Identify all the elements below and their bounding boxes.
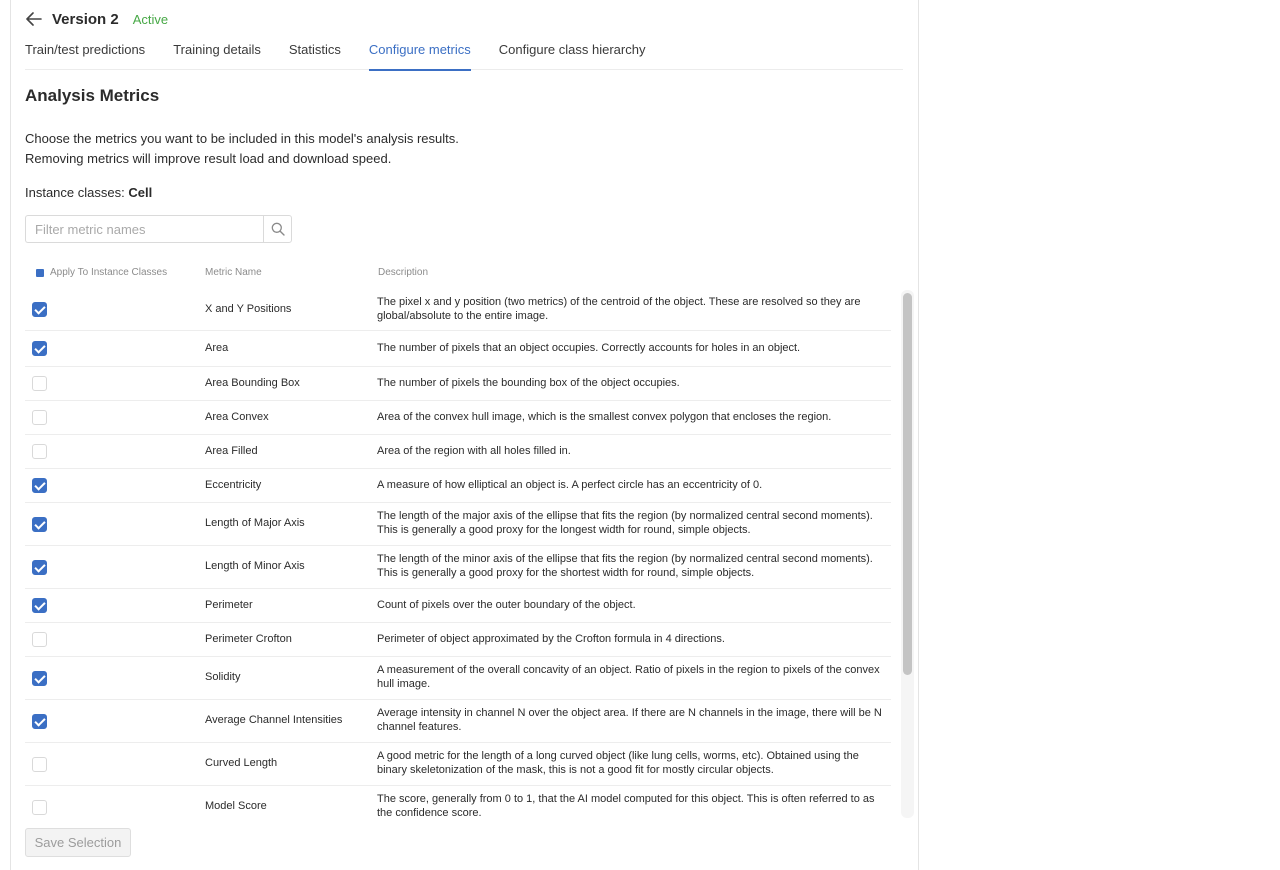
select-all-checkbox[interactable] (36, 269, 44, 277)
row-checkbox-cell (25, 657, 205, 699)
metric-name: X and Y Positions (205, 303, 292, 315)
tab-bar (25, 40, 903, 70)
back-button[interactable] (25, 10, 43, 28)
metric-description: A measurement of the overall concavity of an object. Ratio of pixels in the region to pixels of the convex hull image. (377, 664, 880, 690)
tab-configure-class-hierarchy[interactable]: Configure class hierarchy (498, 42, 646, 57)
table-row (25, 623, 891, 657)
tab-train-test-predictions[interactable]: Train/test predictions (25, 42, 146, 57)
metric-description: The pixel x and y position (two metrics) of the centroid of the object. These are resolved so they are global/absolute to the entire image. (377, 296, 861, 322)
row-checkbox-cell (25, 546, 205, 588)
header-apply: Apply To Instance Classes (50, 267, 168, 278)
metric-description: Perimeter of object approximated by the Crofton formula in 4 directions. (377, 633, 725, 645)
metric-description: Count of pixels over the outer boundary of the object. (377, 599, 636, 611)
table-row (25, 503, 891, 546)
intro-text (25, 129, 459, 169)
table-row (25, 289, 891, 331)
table-row (25, 435, 891, 469)
metric-description: A measure of how elliptical an object is. A perfect circle has an eccentricity of 0. (377, 479, 763, 491)
row-checkbox-cell (25, 289, 205, 330)
row-checkbox-cell (25, 589, 205, 622)
page-header (25, 8, 168, 30)
table-row (25, 700, 891, 743)
metric-description: A good metric for the length of a long curved object (like lung cells, worms, etc). Obtained using the binary skeletonization of the mask, this is not a good fit for mostly circular objects. (377, 750, 859, 776)
scrollbar-thumb[interactable] (903, 293, 912, 675)
row-checkbox[interactable] (32, 302, 47, 317)
row-checkbox[interactable] (32, 341, 47, 356)
metric-description: Average intensity in channel N over the object area. If there are N channels in the image, there will be N channel features. (377, 707, 882, 733)
row-checkbox[interactable] (32, 517, 47, 532)
metric-description: The length of the minor axis of the ellipse that fits the region (by normalized central second moments). This is generally a good proxy for the shortest width for round, simple objects. (377, 553, 873, 579)
table-header (25, 262, 891, 286)
metric-description: Area of the region with all holes filled in. (377, 445, 571, 457)
row-checkbox-cell (25, 503, 205, 545)
row-checkbox[interactable] (32, 598, 47, 613)
metric-name: Average Channel Intensities (205, 714, 343, 726)
header-metric-name: Metric Name (205, 267, 262, 278)
intro-line-1: Choose the metrics you want to be included in this model's analysis results. (25, 131, 459, 146)
instance-classes-value: Cell (128, 185, 153, 200)
table-row (25, 367, 891, 401)
main-panel (10, 0, 919, 870)
metric-name: Area Filled (205, 445, 258, 457)
section-title: Analysis Metrics (25, 86, 160, 105)
row-checkbox-cell (25, 786, 205, 818)
metric-name: Eccentricity (205, 479, 262, 491)
table-row (25, 546, 891, 589)
table-scrollbar[interactable] (901, 290, 914, 818)
metric-name: Perimeter (205, 599, 253, 611)
version-title: Version 2 (52, 10, 119, 28)
row-checkbox[interactable] (32, 560, 47, 575)
row-checkbox-cell (25, 367, 205, 400)
table-row (25, 589, 891, 623)
row-checkbox[interactable] (32, 478, 47, 493)
metric-name: Length of Minor Axis (205, 560, 305, 572)
row-checkbox-cell (25, 435, 205, 468)
row-checkbox-cell (25, 623, 205, 656)
metric-name: Curved Length (205, 757, 278, 769)
row-checkbox[interactable] (32, 376, 47, 391)
table-row (25, 469, 891, 503)
metric-name: Area Bounding Box (205, 377, 300, 389)
intro-line-2: Removing metrics will improve result load and download speed. (25, 151, 392, 166)
row-checkbox-cell (25, 331, 205, 366)
metric-name: Area (205, 342, 229, 354)
instance-classes-label: Instance classes: (25, 185, 125, 200)
metric-name: Length of Major Axis (205, 517, 305, 529)
metric-description: Area of the convex hull image, which is the smallest convex polygon that encloses the region. (377, 411, 832, 423)
filter-metric-input[interactable] (25, 215, 263, 243)
row-checkbox[interactable] (32, 757, 47, 772)
row-checkbox-cell (25, 743, 205, 785)
row-checkbox[interactable] (32, 444, 47, 459)
table-row (25, 743, 891, 786)
tab-configure-metrics[interactable]: Configure metrics (369, 40, 471, 70)
row-checkbox-cell (25, 469, 205, 502)
metric-name: Model Score (205, 800, 267, 812)
header-description: Description (378, 267, 429, 278)
status-badge: Active (132, 11, 169, 27)
metric-name: Area Convex (205, 411, 269, 423)
table-row (25, 401, 891, 435)
metric-description: The number of pixels that an object occupies. Correctly accounts for holes in an object. (377, 342, 801, 354)
metric-description: The score, generally from 0 to 1, that the AI model computed for this object. This is often referred to as the confidence score. (377, 793, 875, 818)
search-button[interactable] (263, 215, 292, 243)
row-checkbox[interactable] (32, 800, 47, 815)
row-checkbox-cell (25, 401, 205, 434)
row-checkbox[interactable] (32, 671, 47, 686)
metric-description: The number of pixels the bounding box of the object occupies. (377, 377, 680, 389)
metric-filter (25, 215, 292, 243)
row-checkbox[interactable] (32, 714, 47, 729)
table-row (25, 786, 891, 818)
row-checkbox[interactable] (32, 410, 47, 425)
row-checkbox-cell (25, 700, 205, 742)
table-row (25, 657, 891, 700)
tab-statistics[interactable]: Statistics (288, 42, 341, 57)
search-icon (271, 222, 285, 236)
tab-training-details[interactable]: Training details (173, 42, 261, 57)
table-row (25, 331, 891, 367)
metric-name: Perimeter Crofton (205, 633, 292, 645)
metrics-table (25, 289, 891, 818)
instance-classes (25, 185, 152, 200)
metric-description: The length of the major axis of the ellipse that fits the region (by normalized central second moments). This is generally a good proxy for the longest width for round, simple objects. (377, 510, 873, 536)
metric-name: Solidity (205, 671, 241, 683)
row-checkbox[interactable] (32, 632, 47, 647)
save-selection-button[interactable]: Save Selection (25, 828, 131, 857)
arrow-left-icon (26, 12, 42, 26)
